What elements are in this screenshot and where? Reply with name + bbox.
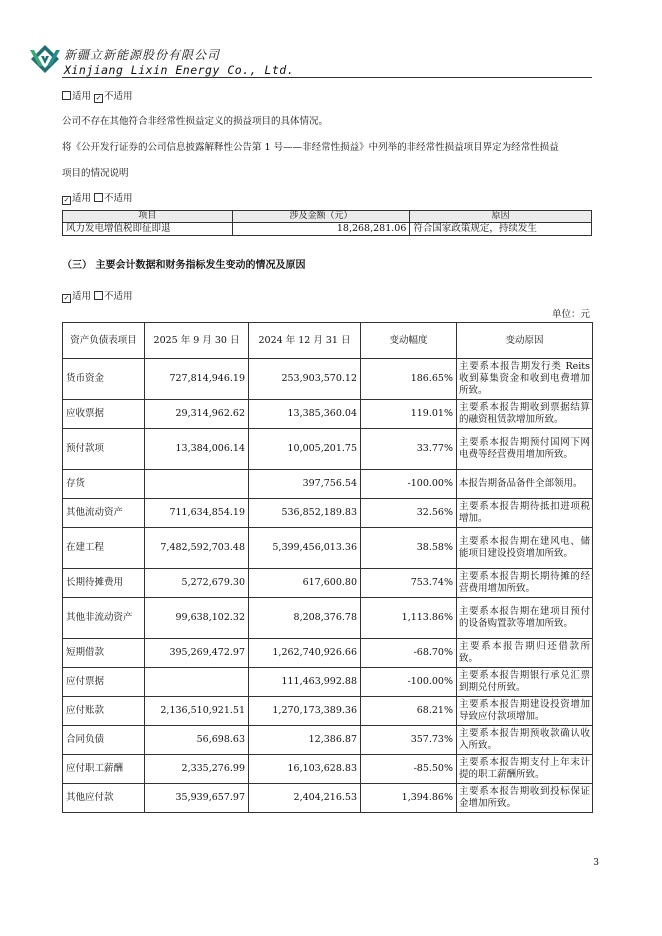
item-cell: 短期借款 (63, 639, 145, 668)
change-rate-cell: -100.00% (361, 668, 457, 697)
prior-value-cell: 10,005,201.75 (249, 429, 361, 470)
change-rate-cell: -68.70% (361, 639, 457, 668)
change-rate-cell: 32.56% (361, 499, 457, 528)
applicable-label: 适用 (72, 193, 92, 204)
reason-cell: 主要系本报告期发行类 Reits 收到募集资金和收到电费增加所致。 (457, 359, 593, 400)
applicable-label: 适用 (72, 91, 92, 102)
table-header-cell: 涉及金额（元） (232, 211, 410, 223)
current-value-cell: 2,136,510,921.51 (145, 697, 249, 726)
company-logo (30, 44, 60, 74)
current-value-cell: 29,314,962.62 (145, 400, 249, 429)
reason-cell: 本报告期备品备件全部领用。 (457, 470, 593, 499)
item-cell: 应付职工薪酬 (63, 755, 145, 784)
applicable-option-3 (62, 288, 133, 303)
section-heading: （三） 主要会计数据和财务指标发生变动的情况及原因 (62, 260, 306, 271)
item-cell: 应收票据 (63, 400, 145, 429)
reason-cell: 符合国家政策规定，持续发生 (410, 223, 592, 236)
reason-cell: 主要系本报告期收到投标保证金增加所致。 (457, 784, 593, 813)
item-cell: 货币资金 (63, 359, 145, 400)
table-header-cell: 变动幅度 (361, 323, 457, 359)
change-rate-cell: 186.65% (361, 359, 457, 400)
header-divider (62, 77, 592, 78)
table-header-row (63, 211, 592, 223)
change-rate-cell: 357.73% (361, 726, 457, 755)
not-applicable-label: 不适用 (104, 291, 133, 302)
table-row (63, 528, 593, 569)
current-value-cell: 395,269,472.97 (145, 639, 249, 668)
current-value-cell: 99,638,102.32 (145, 598, 249, 639)
item-cell: 应付账款 (63, 697, 145, 726)
table-header-cell: 2025 年 9 月 30 日 (145, 323, 249, 359)
prior-value-cell: 397,756.54 (249, 470, 361, 499)
table-header-cell: 2024 年 12 月 31 日 (249, 323, 361, 359)
item-cell: 其他非流动资产 (63, 598, 145, 639)
current-value-cell (145, 470, 249, 499)
paragraph-1: 公司不存在其他符合非经常性损益定义的损益项目的具体情况。 (62, 116, 329, 127)
table-row (63, 598, 593, 639)
prior-value-cell: 1,262,740,926.66 (249, 639, 361, 668)
prior-value-cell: 13,385,360.04 (249, 400, 361, 429)
table-header-cell: 原因 (410, 211, 592, 223)
current-value-cell: 7,482,592,703.48 (145, 528, 249, 569)
reason-cell: 主要系本报告期收到票据结算的融资租赁款增加所致。 (457, 400, 593, 429)
not-applicable-label: 不适用 (104, 91, 133, 102)
page-number: 3 (593, 858, 599, 868)
reason-cell: 主要系本报告期在建项目预付的设备购置款等增加所致。 (457, 598, 593, 639)
table-header-cell: 资产负债表项目 (63, 323, 145, 359)
item-cell: 合同负债 (63, 726, 145, 755)
change-rate-cell: 1,113.86% (361, 598, 457, 639)
current-value-cell: 2,335,276.99 (145, 755, 249, 784)
reason-cell: 主要系本报告期预收款确认收入所致。 (457, 726, 593, 755)
table-header-cell: 变动原因 (457, 323, 593, 359)
item-cell: 其他应付款 (63, 784, 145, 813)
change-rate-cell: -100.00% (361, 470, 457, 499)
prior-value-cell: 12,386.87 (249, 726, 361, 755)
item-cell: 在建工程 (63, 528, 145, 569)
reason-cell: 主要系本报告期建设投资增加导致应付款项增加。 (457, 697, 593, 726)
reason-cell: 主要系本报告期在建风电、储能项目建设投资增加所致。 (457, 528, 593, 569)
reason-cell: 主要系本报告期预付国网下网电费等经营费用增加所致。 (457, 429, 593, 470)
table-row (63, 400, 593, 429)
checkbox-checked-icon: ✓ (63, 196, 70, 204)
change-rate-cell: 119.01% (361, 400, 457, 429)
checkbox-unchecked-icon (62, 91, 71, 100)
table-row (63, 223, 592, 236)
item-cell: 长期待摊费用 (63, 569, 145, 598)
change-rate-cell: 38.58% (361, 528, 457, 569)
item-cell: 应付票据 (63, 668, 145, 697)
prior-value-cell: 2,404,216.53 (249, 784, 361, 813)
table-header-row (63, 323, 593, 359)
checkbox-checked-icon: ✓ (95, 94, 102, 102)
current-value-cell: 13,384,006.14 (145, 429, 249, 470)
current-value-cell (145, 668, 249, 697)
checkbox-unchecked-icon (94, 291, 103, 300)
reason-cell: 主要系本报告期待抵扣进项税增加。 (457, 499, 593, 528)
reason-cell: 主要系本报告期银行承兑汇票到期兑付所致。 (457, 668, 593, 697)
applicable-option-2 (62, 190, 133, 205)
prior-value-cell: 253,903,570.12 (249, 359, 361, 400)
change-rate-cell: -85.50% (361, 755, 457, 784)
item-cell: 其他流动资产 (63, 499, 145, 528)
company-name-en: Xinjiang Lixin Energy Co., Ltd. (64, 63, 295, 77)
prior-value-cell: 16,103,628.83 (249, 755, 361, 784)
table-row (63, 569, 593, 598)
table-row (63, 784, 593, 813)
non-recurring-items-table (62, 210, 592, 236)
applicable-label: 适用 (72, 291, 92, 302)
prior-value-cell: 536,852,189.83 (249, 499, 361, 528)
prior-value-cell: 5,399,456,013.36 (249, 528, 361, 569)
applicable-option-1 (62, 88, 133, 103)
current-value-cell: 56,698.63 (145, 726, 249, 755)
change-rate-cell: 68.21% (361, 697, 457, 726)
current-value-cell: 727,814,946.19 (145, 359, 249, 400)
reason-cell: 主要系本报告期支付上年末计提的职工薪酬所致。 (457, 755, 593, 784)
table-row (63, 755, 593, 784)
table-row (63, 726, 593, 755)
change-rate-cell: 753.74% (361, 569, 457, 598)
item-cell: 存货 (63, 470, 145, 499)
not-applicable-label: 不适用 (104, 193, 133, 204)
amount-cell: 18,268,281.06 (232, 223, 410, 236)
table-row (63, 499, 593, 528)
reason-cell: 主要系本报告期长期待摊的经营费用增加所致。 (457, 569, 593, 598)
item-cell: 风力发电增值税即征即退 (63, 223, 233, 236)
paragraph-2-line-1: 将《公开发行证券的公司信息披露解释性公告第 1 号——非经常性损益》中列举的非经常性损益项目界定为经常性损益 (62, 142, 559, 153)
paragraph-2-line-2: 项目的情况说明 (62, 168, 129, 179)
unit-label: 单位：元 (551, 309, 590, 320)
change-rate-cell: 33.77% (361, 429, 457, 470)
table-header-cell: 项目 (63, 211, 233, 223)
prior-value-cell: 1,270,173,389.36 (249, 697, 361, 726)
table-row (63, 639, 593, 668)
balance-sheet-changes-table (62, 322, 593, 813)
prior-value-cell: 111,463,992.88 (249, 668, 361, 697)
reason-cell: 主要系本报告期归还借款所致。 (457, 639, 593, 668)
company-name-cn: 新疆立新能源股份有限公司 (64, 48, 221, 62)
table-row (63, 359, 593, 400)
table-row (63, 697, 593, 726)
current-value-cell: 711,634,854.19 (145, 499, 249, 528)
current-value-cell: 5,272,679.30 (145, 569, 249, 598)
checkbox-checked-icon: ✓ (63, 294, 70, 302)
table-row (63, 470, 593, 499)
checkbox-unchecked-icon (94, 193, 103, 202)
current-value-cell: 35,939,657.97 (145, 784, 249, 813)
change-rate-cell: 1,394.86% (361, 784, 457, 813)
prior-value-cell: 617,600.80 (249, 569, 361, 598)
prior-value-cell: 8,208,376.78 (249, 598, 361, 639)
table-row (63, 429, 593, 470)
table-row (63, 668, 593, 697)
item-cell: 预付款项 (63, 429, 145, 470)
